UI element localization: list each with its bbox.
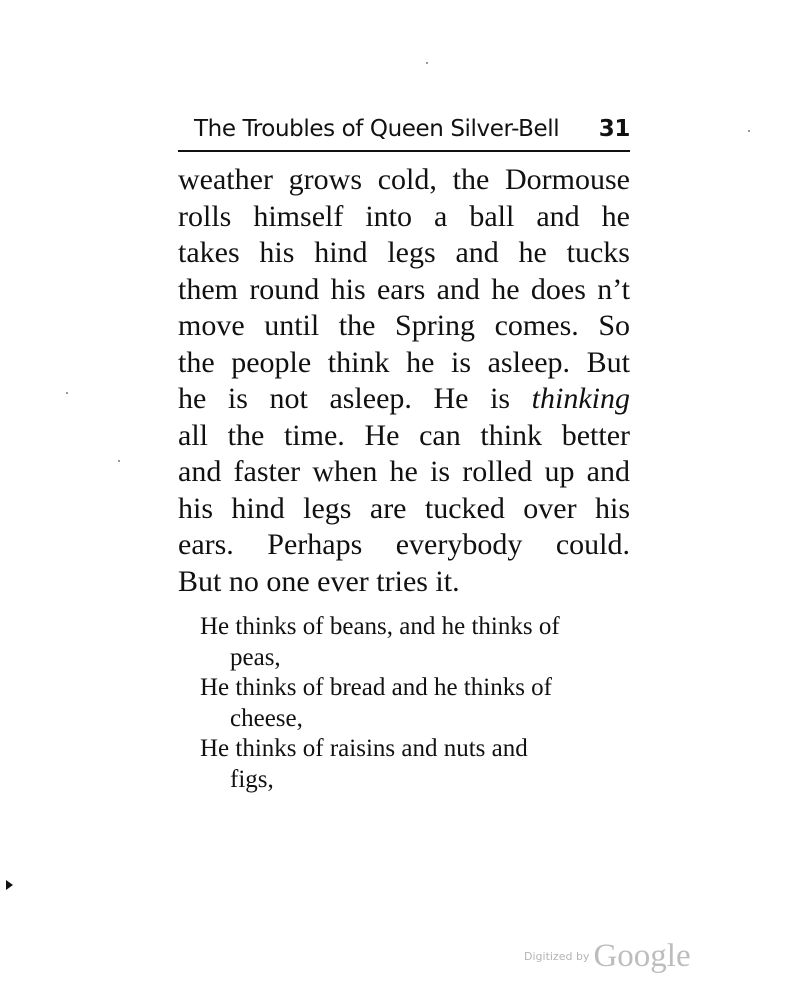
body-line-start: he is not asleep. He is: [178, 382, 511, 415]
body-line: ears. Perhaps everybody could.: [178, 528, 630, 561]
body-line: his hind legs are tucked over his: [178, 491, 630, 525]
scan-speck: [66, 392, 68, 394]
watermark-logo: Google: [593, 938, 691, 974]
watermark-prefix: Digitized by: [524, 950, 590, 963]
page-number: 31: [598, 116, 630, 142]
scan-speck: [748, 130, 750, 132]
verse-line: He thinks of raisins and nuts and: [200, 735, 528, 762]
scan-speck: [118, 460, 120, 462]
verse-line-continuation: peas,: [230, 643, 281, 671]
verse-line-continuation: cheese,: [230, 704, 303, 732]
body-line: But no one ever tries it.: [178, 564, 460, 598]
body-line-with-emphasis: [178, 381, 630, 418]
verse-block: [200, 612, 660, 795]
body-line: move until the Spring comes. So: [178, 309, 630, 342]
margin-arrow-icon: [6, 880, 13, 890]
scan-speck: [426, 62, 428, 64]
running-head: [178, 114, 630, 152]
body-line: takes his hind legs and he tucks: [178, 236, 630, 269]
body-line: the people think he is asleep. But: [178, 345, 630, 379]
verse-line: He thinks of beans, and he thinks of: [200, 613, 560, 640]
body-line: rolls himself into a ball and he: [178, 199, 630, 233]
body-paragraph: [178, 162, 630, 600]
body-line: them round his ears and he does n’t: [178, 272, 630, 306]
digitized-watermark: [524, 938, 691, 975]
body-line: weather grows cold, the Dormouse: [178, 163, 630, 196]
verse-line-continuation: figs,: [230, 765, 274, 793]
body-line: all the time. He can think better: [178, 418, 630, 452]
emphasized-word: thinking: [531, 382, 630, 415]
body-line: and faster when he is rolled up and: [178, 455, 630, 488]
verse-line: He thinks of bread and he thinks of: [200, 674, 553, 701]
page-title: The Troubles of Queen Silver-Bell: [194, 116, 560, 142]
